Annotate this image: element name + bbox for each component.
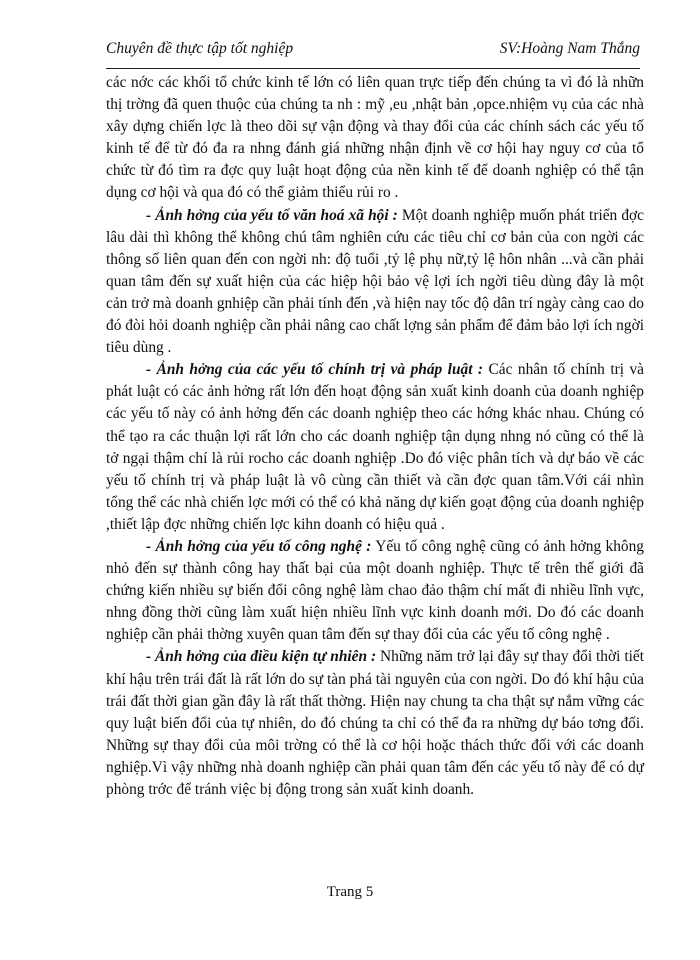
paragraph-text: Yếu tố công nghệ cũng có ảnh hởng không nhỏ đến sự thành công hay thất bại của một doanh nghiệp. Thực tế trên thế giới đã chứng kiến nhiều sự biến đổi công nghệ làm chao đảo thậm chí mất đi nhiều lĩnh vực, nhng đồng thời cũng làm xuất hiện nhiều lĩnh vực kinh doanh mới. Do đó các doanh nghiệp cần phải thờng xuyên quan tâm đến sự thay đổi của các yếu tố công nghệ .: [106, 537, 644, 644]
page-footer: [0, 884, 700, 901]
paragraph-natural-conditions: [106, 646, 644, 801]
paragraph-technology: [106, 536, 644, 646]
page-header: [106, 38, 640, 69]
page-number: Trang 5: [326, 884, 374, 900]
paragraph-politics-law: [106, 359, 644, 536]
paragraph-text: Các nhân tố chính trị và phát luật có các ảnh hởng rất lớn đến hoạt động sản xuất kinh doanh của doanh nghiệp các yếu tố này có ảnh hởng đến các doanh nghiệp theo các hớng khác nhau. Chúng có thể tạo ra các thuận lợi rất lớn cho các doanh nghiệp tận dụng nhng nó cũng có thể là tở ngại thậm chí là rủi rocho các doanh nghiệp .Do đó việc phân tích và dự báo về các yếu tố chính trị và pháp luật là vô cùng cần thiết và cần đợc quan tâm.Với cái nhìn tổng thể các nhà chiến lợc mới có thể có khả năng dự kiến goạt động của doanh nghiệp ,thiết lập đợc những chiến lợc kihn doanh có hiệu quả .: [106, 361, 644, 533]
paragraph-text: Những năm trở lại đây sự thay đổi thời tiết khí hậu trên trái đất là rất lớn do sự tàn phá tài nguyên của con ngời. Do đó khí hậu của trái đất thời gian gần đây là rất thất thờng. Hiện nay chung ta cha thật sự nắm vững các quy luật biến đổi của tự nhiên, do đó chúng ta chỉ có thể đa ra những dự báo tơng đối. Những sự thay đổi của môi trờng có thể là cơ hội hoặc thách thức đối với các doanh nghiệp.Vì vậy những nhà doanh nghiệp cần phải quan tâm đến các yếu tố này để có dự phòng trớc để tránh việc bị động trong sản xuất kinh doanh.: [106, 648, 644, 798]
header-title: Chuyên đề thực tập tốt nghiệp: [106, 40, 294, 57]
body-text: [106, 72, 644, 801]
paragraph-heading: - Ảnh hởng của các yếu tố chính trị và pháp luật :: [146, 361, 484, 379]
paragraph-heading: - Ảnh hởng của yếu tố văn hoá xã hội :: [146, 206, 398, 224]
paragraph-text: các nớc các khối tổ chức kinh tế lớn có liên quan trực tiếp đến chúng ta vì đó là nhữn thị trờng đã quen thuộc của chúng ta nh : mỹ ,eu ,nhật bản ,opce.nhiệm vụ của các nhà xây dựng chiến lợc là theo dõi sự vận động và thay đổi của các chính sách các yếu tố kinh tế để từ đó đa ra nhng đánh giá những nhận định về cơ hội hay nguy cơ của tổ chức từ đó tìm ra đợc quy luật hoạt động của nền kinh tế để doanh nghiệp có thể tận dụng cơ hội và qua đó có thể giảm thiểu rủi ro .: [106, 74, 644, 202]
paragraph-culture-society: [106, 205, 644, 360]
paragraph-economic-continuation: [106, 72, 644, 205]
paragraph-heading: - Ảnh hởng của điều kiện tự nhiên :: [146, 648, 377, 666]
header-author: SV:Hoàng Nam Thắng: [499, 40, 640, 57]
paragraph-heading: - Ảnh hởng của yếu tố công nghệ :: [146, 537, 372, 555]
paragraph-text: Một doanh nghiệp muốn phát triển đợc lâu dài thì không thể không chú tâm nghiên cứu các tiêu chỉ cơ bản của con ngời các thông số liên quan đến con ngời nh: độ tuổi ,tỷ lệ phụ nữ,tỷ lệ hôn nhân ...và cần phải quan tâm đến sự xuất hiện của các hiệp hội bảo vệ lợi ích ngời tiêu dùng đây là một cản trở mà doanh gnhiệp cần phải tính đến ,và hiện nay tốc độ dân trí ngày càng cao do đó đòi hỏi doanh nghiệp cần phải nâng cao chất lợng sản phẩm để đảm bảo lợi ích ngời tiêu dùng .: [106, 206, 644, 357]
